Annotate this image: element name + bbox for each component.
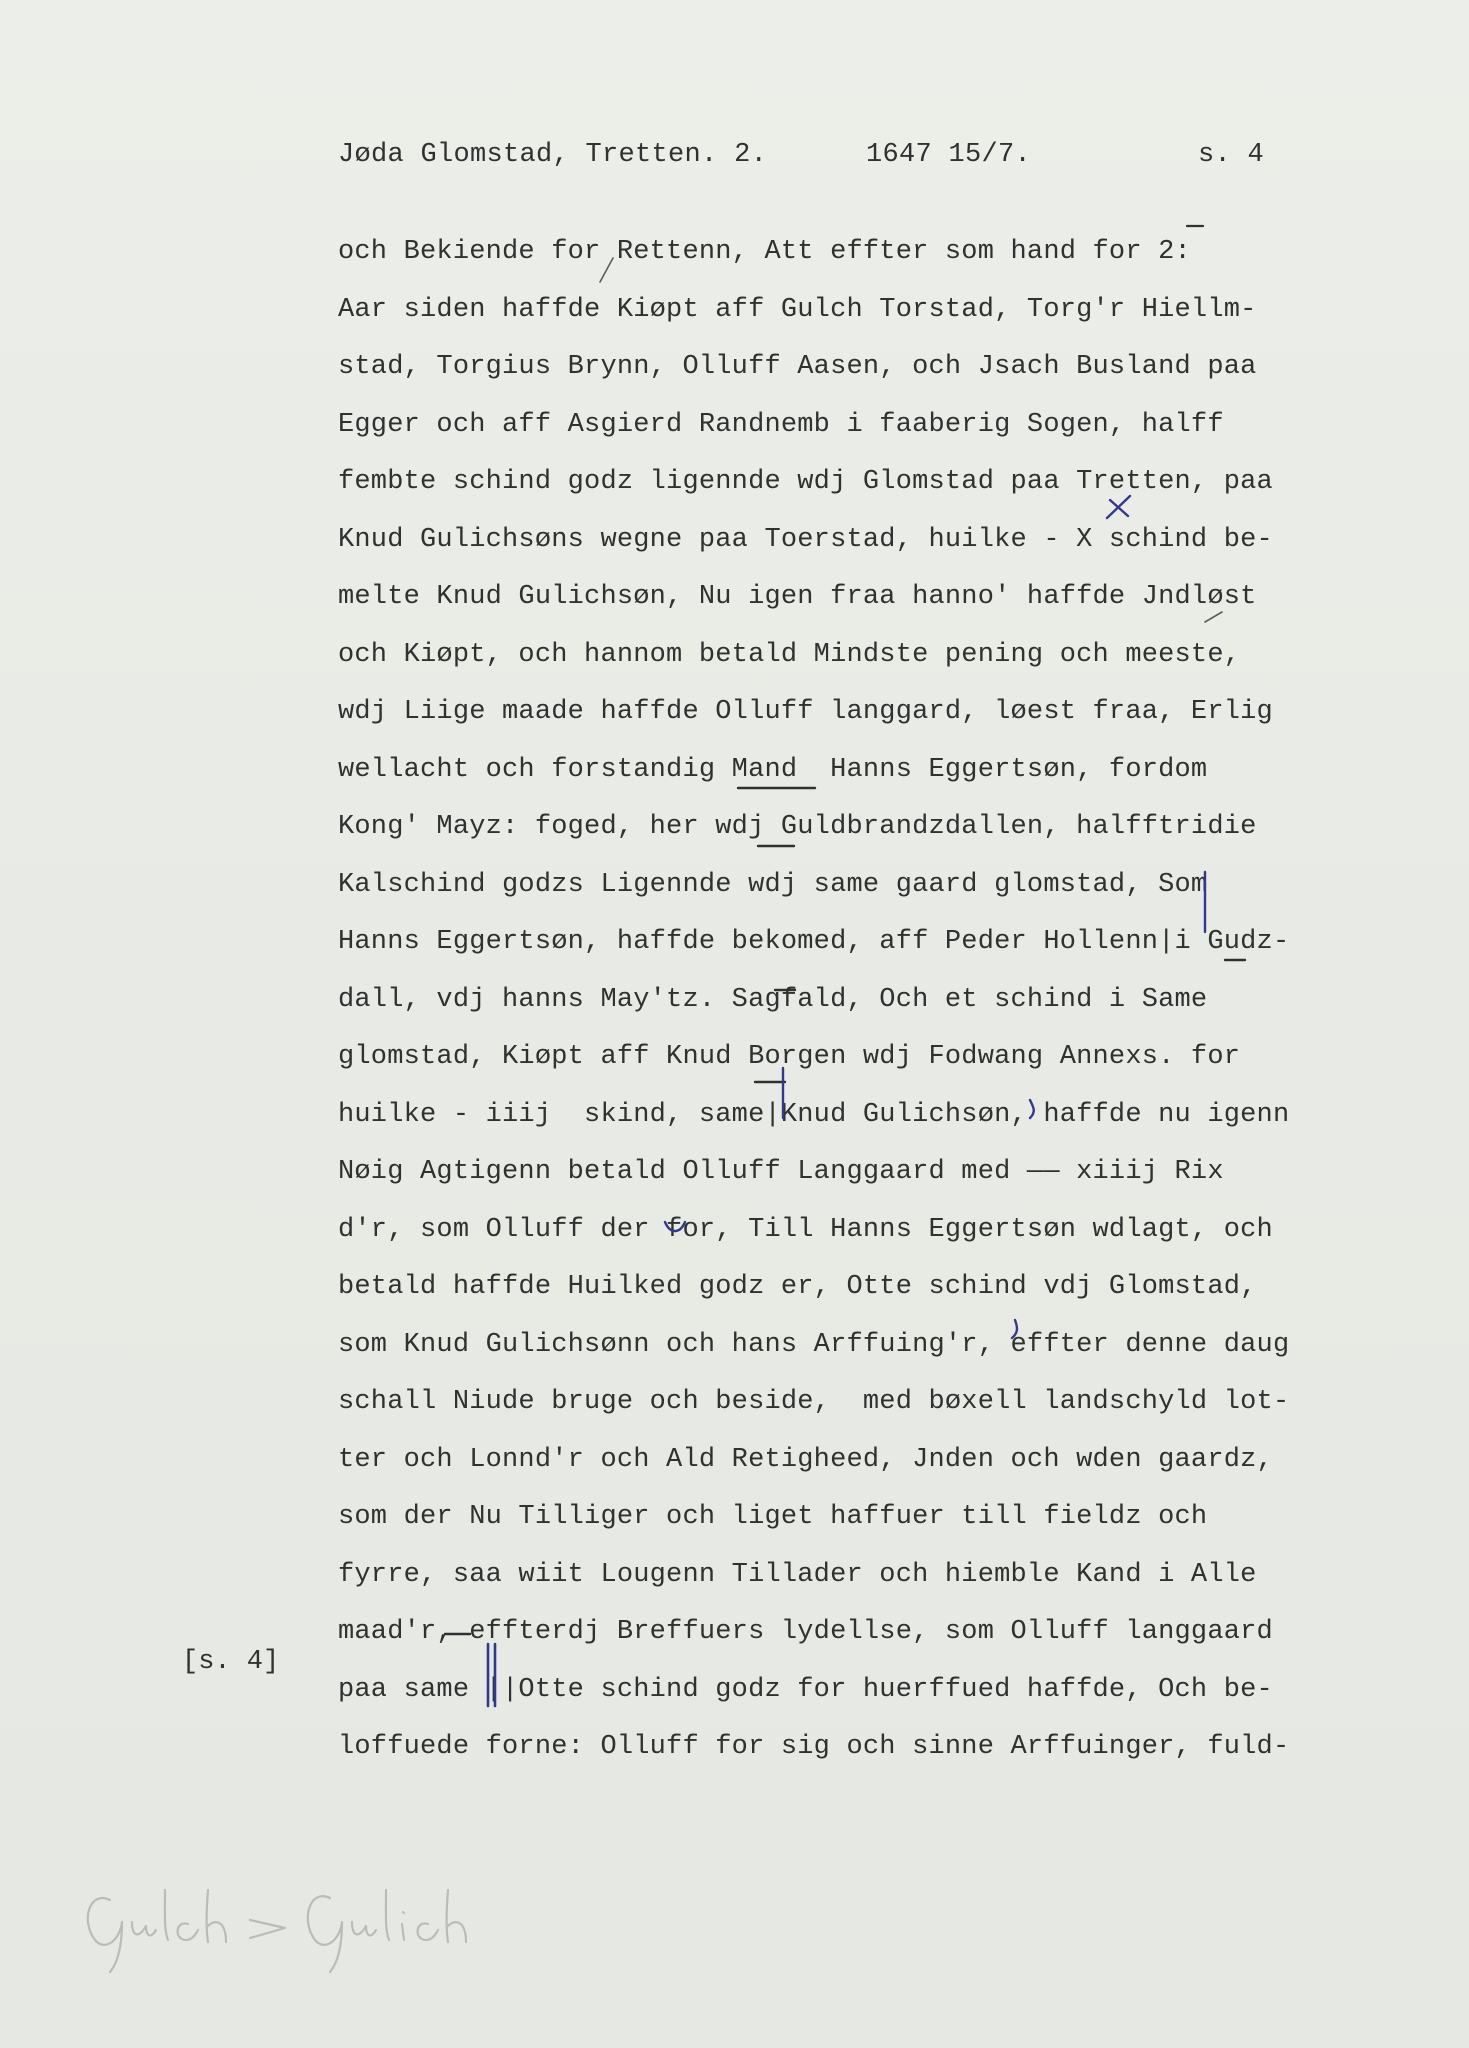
text-line: schall Niude bruge och beside, med bøxell landschyld lot-: [338, 1387, 1290, 1417]
text-line: och Kiøpt, och hannom betald Mindste pening och meeste,: [338, 639, 1241, 670]
header-page-number: s. 4: [1198, 140, 1265, 170]
handwritten-correction-note: [70, 1860, 540, 1980]
text-line: betald haffde Huilked godz er, Otte schind vdj Glomstad,: [338, 1272, 1257, 1302]
header-place: Jøda Glomstad, Tretten. 2.: [338, 140, 768, 170]
text-line: Knud Gulichsøns wegne paa Toerstad, huilke - X schind be-: [338, 524, 1273, 555]
text-line: som der Nu Tilliger och liget haffuer till fieldz och: [338, 1502, 1208, 1532]
text-line: och Bekiende for Rettenn, Att effter som hand for 2:: [338, 237, 1191, 267]
transcription-body: [338, 224, 1358, 1777]
text-line: Egger och aff Asgierd Randnemb i faaberig Sogen, halff: [338, 409, 1224, 440]
header-date: 1647 15/7.: [866, 140, 1032, 170]
text-line: Aar siden haffde Kiøpt aff Gulch Torstad, Torg'r Hiellm-: [338, 294, 1257, 325]
text-line: Nøig Agtigenn betald Olluff Langgaard med —— xiiij Rix: [338, 1157, 1224, 1187]
text-line: glomstad, Kiøpt aff Knud Borgen wdj Fodwang Annexs. for: [338, 1042, 1241, 1072]
text-line: Kong' Mayz: foged, her wdj Guldbrandzdallen, halfftridie: [338, 812, 1257, 842]
text-line: fyrre, saa wiit Lougenn Tillader och hiemble Kand i Alle: [338, 1559, 1257, 1590]
text-line: maad'r, effterdj Breffuers lydellse, som Olluff langgaard: [338, 1617, 1273, 1647]
handwriting-scribble-icon: [70, 1860, 540, 1980]
text-line: Kalschind godzs Ligennde wdj same gaard glomstad, Som: [338, 869, 1208, 900]
text-line: fembte schind godz ligennde wdj Glomstad paa Tretten, paa: [338, 467, 1273, 497]
text-line: wellacht och forstandig Mand Hanns Eggertsøn, fordom: [338, 754, 1208, 785]
text-line: wdj Liige maade haffde Olluff langgard, løest fraa, Erlig: [338, 697, 1273, 727]
text-line: melte Knud Gulichsøn, Nu igen fraa hanno' haffde Jndløst: [338, 582, 1257, 612]
margin-page-reference: [s. 4]: [182, 1647, 280, 1677]
text-line: som Knud Gulichsønn och hans Arffuing'r, effter denne daug: [338, 1329, 1290, 1360]
text-line: loffuede forne: Olluff for sig och sinne Arffuinger, fuld-: [338, 1732, 1290, 1762]
text-line: Hanns Eggertsøn, haffde bekomed, aff Peder Hollenn|i Gudz-: [338, 927, 1290, 957]
document-header: [338, 140, 1278, 180]
text-line: ter och Lonnd'r och Ald Retigheed, Jnden och wden gaardz,: [338, 1444, 1273, 1475]
text-line: stad, Torgius Brynn, Olluff Aasen, och Jsach Busland paa: [338, 352, 1257, 382]
text-line: huilke - iiij skind, same|Knud Gulichsøn, haffde nu igenn: [338, 1099, 1290, 1130]
text-line: dall, vdj hanns May'tz. Sagfald, Och et schind i Same: [338, 984, 1208, 1015]
text-line: paa same ||Otte schind godz for huerffued haffde, Och be-: [338, 1674, 1273, 1705]
text-line: d'r, som Olluff der for, Till Hanns Eggertsøn wdlagt, och: [338, 1214, 1273, 1245]
